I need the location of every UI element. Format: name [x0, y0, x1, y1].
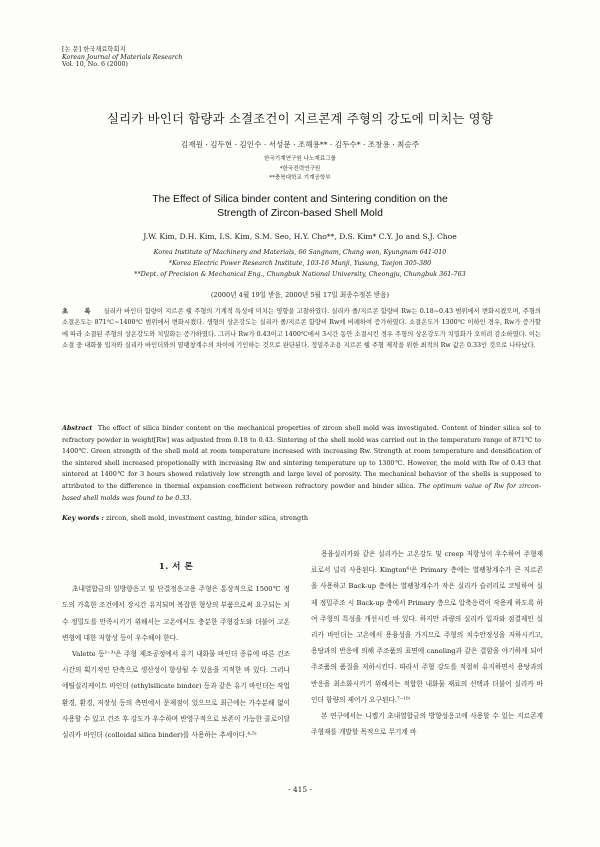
body-column-right [311, 546, 543, 740]
title-en-line-2: Strength of Zircon-based Shell Mold [217, 208, 383, 219]
title-english [0, 193, 600, 221]
paragraph-3: 용융실리카와 같은 실리카는 고온강도 및 creep 저항성이 우수하여 주형재료로서 널리 사용된다. Kington⁶⁾은 Primary 층에는 열팽창계수가 큰 지르콘을 사용하고 Back-up 층에는 열팽창계수가 작은 실리카 슬러리로 코팅하여 실제 정밀주조 시 Back-up 층에서 Primary 층으로 압축응력이 작용케 하도록 하여 주형의 특성을 개선시킨 바 있다. 하지만 과량의 실리카 입자와 점결제인 실리카 바인더는 고온에서 용융성을 가지므로 주형의 치수안정성을 저하시키고, 용탕과의 반응에 의해 주조품의 표면에 caneling과 같은 결함을 야기하게 되어 주조품의 품질을 저하시킨다. 따라서 주형 강도를 적절히 유지하면서 용탕과의 반응을 최소화시키기 위해서는 적합한 내화물 재료의 선택과 더불어 실리카 바인더 함량의 제어가 요구된다.⁷⁻¹⁰⁾ [311, 550, 543, 704]
keywords-text: zircon, shell mold, investment casting, binder silica, strength [105, 514, 309, 522]
section-heading-introduction: 1. 서 론 [158, 562, 194, 572]
abstract-en-text: The effect of silica binder content on the mechanical properties of zircon shell mold was investigated. Content of binder silica sol to refractory powder in weight[Rw] was adjusted from 0.18 to 0.43. Sintering of the shell mold was carried out in the temperature range of 871℃ to 1400℃. Green strength of the shell mold at room temperature increased with increasing Rw. Strength at room temperature and densification of the sintered shell increased propotionally with increasing Rw and sintering temperature up to 1300℃. However, the mold with Rw of 0.43 that sintered at 1400℃ for 3 hours showed relatively low strength and large level of porosity. The mechanical behavior of the shells is supposed to attributed to the difference in thermal expansion coefficient between refractory powder and binder silica. [62, 424, 541, 490]
affiliation-en-2: *Korea Electric Power Research Institute, 103-16 Munji, Yusung, Taejon 305-380 [168, 259, 432, 268]
abstract-ko-label: 초 록 [62, 308, 98, 315]
journal-name-ko: [논 문] 한국재료학회지 [62, 46, 126, 53]
journal-volume: Vol. 10, No. 6 (2000) [62, 61, 128, 69]
affiliation-ko-3: **충북대학교 기계공학부 [269, 175, 331, 182]
affiliations-english [0, 247, 600, 281]
received-dates: (2000년 4월 19일 받음, 2000년 5월 17일 최종수정본 받음) [210, 291, 390, 299]
affiliation-en-3: **Dept. of Precision & Mechanical Eng., Chungbuk National University, Cheongju, Chungbuk 361-763 [134, 270, 466, 279]
affiliation-en-1: Korea Institute of Machinery and Materials, 66 Sangnam, Chang won, Kyungnam 641-010 [153, 248, 447, 256]
abstract-english [62, 423, 541, 504]
affiliation-ko-2: *한국전력연구원 [279, 165, 321, 172]
keywords [62, 514, 541, 522]
keywords-label: Key words : [62, 514, 104, 522]
authors-english: J.W. Kim, D.H. Kim, I.S. Kim, S.M. Seo, H.Y. Cho**, D.S. Kim* C.Y. Jo and S.J. Choe [143, 232, 457, 241]
paragraph-1: 초내열합금의 일방향응고 및 단결정응고용 주형은 통상적으로 1500℃ 정도의 가혹한 조건에서 장시간 유지되며 복잡한 형상의 부품으로써 요구되는 치수 정밀도를 만족시키기 위해서는 고온에서도 충분한 주형강도와 더불어 고온변형에 대한 저항성 등이 우수해야 한다. [62, 585, 290, 642]
paragraph-4: 본 연구에서는 니켈기 초내열합금의 방향성응고에 사용할 수 있는 지르콘계 주형재를 개발할 목적으로 무기계 바 [311, 712, 543, 737]
page-number: - 415 - [288, 785, 312, 794]
paragraph-2: Valette 등¹⁻³⁾은 주형 제조공정에서 유기 내화물 바인더 종류에 따른 건조시간의 획기적인 단축으로 생산성이 향상될 수 있음을 지적한 바 있다. 그러나 에틸실리케이트 바인더 (ethylsilicate binder) 등과 같은 유기 바인더는 작업 환경, 환경, 저장성 등의 측면에서 문제점이 있으므로 최근에는 가수분해 없이 사용할 수 있고 건조 후 강도가 우수하며 반영구적으로 보존이 가능한 콜로이달 실리카 바인더 (colloidal silica binder)를 사용하는 추세이다.⁴·⁵⁾ [62, 650, 290, 740]
affiliation-ko-1: 한국기계연구원 나노재료그룹 [263, 156, 337, 162]
abstract-ko-text: 실리카 바인더 함량이 지르콘 쉘 주형의 기계적 특성에 미치는 영향을 고찰하였다. 실리카 졸/지르콘 함량비 Rw는 0.18~0.43 범위에서 변화시켰으며, 주형의 소결온도는 871℃~1400℃ 범위에서 변화시켰다. 생형의 상온강도는 실리카 졸/지르콘 함량비 Rw에 비례하여 증가하였다. 소결온도가 1300℃ 이하인 경우, Rw가 증가할에 따라 소결된 주형의 상온강도와 치밀화는 증가하였다. 그러나 Rw가 0.43이고 1400℃에서 3시간 동안 소결시킨 경우 주형의 상온강도가 치밀화가 오히려 감소하였다. 이는 소결 중 내화물 입자와 실리카 바인더와의 열팽창계수의 차이에 기인하는 것으로 판단된다. 정밀주조용 지르콘 쉘 주형 제작을 위한 최적의 Rw 값은 0.33인 것으로 나타났다. [62, 308, 541, 350]
journal-name-en: Korean Journal of Materials Research [62, 53, 183, 61]
body-column-left [62, 533, 290, 743]
authors-korean: 김재원 · 김두현 · 김인수 · 서성문 · 조해용** · 김두수* · 조창용 · 최승주 [180, 140, 420, 149]
abstract-korean [62, 306, 541, 352]
title-korean: 실리카 바인더 함량과 소결조건이 지르콘계 주형의 강도에 미치는 영향 [106, 111, 494, 126]
title-en-line-1: The Effect of Silica binder content and Sintering condition on the [152, 194, 448, 205]
abstract-en-label: Abstract [62, 424, 93, 432]
affiliations-korean [0, 155, 600, 184]
abstract-en-conclusion: The optimum value of Rw for zircon-based shell molds was found to be 0.33. [62, 481, 541, 502]
journal-header [62, 46, 182, 69]
